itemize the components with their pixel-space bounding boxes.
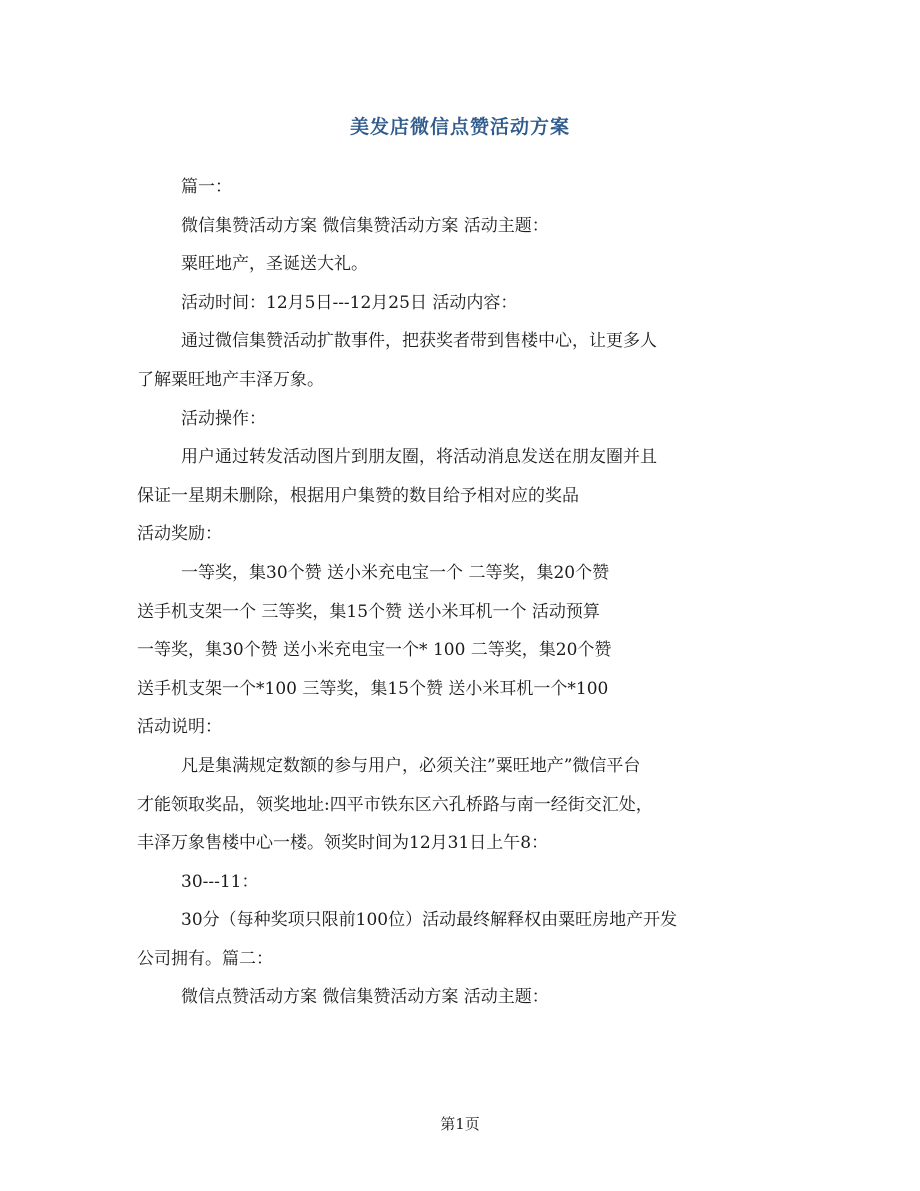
body-line: 微信集赞活动方案 微信集赞活动方案 活动主题： — [181, 215, 549, 236]
body-line: 用户通过转发活动图片到朋友圈，将活动消息发送在朋友圈并且 — [181, 447, 657, 468]
body-line: 篇一： — [181, 177, 232, 197]
body-line: 丰泽万象售楼中心一楼。领奖时间为12月31日上午8： — [137, 833, 549, 854]
document-body — [137, 168, 787, 1017]
body-line: 公司拥有。篇二： — [137, 948, 273, 969]
body-line: 活动操作： — [181, 408, 266, 429]
body-line: 活动时间：12月5日---12月25日 活动内容： — [181, 292, 518, 313]
body-line: 一等奖，集30个赞 送小米充电宝一个 二等奖，集20个赞 — [181, 562, 610, 583]
body-line: 粟旺地产，圣诞送大礼。 — [181, 254, 368, 275]
body-line: 送手机支架一个*100 三等奖，集15个赞 送小米耳机一个*100 — [137, 678, 609, 699]
body-line: 送手机支架一个 三等奖，集15个赞 送小米耳机一个 活动预算 — [137, 601, 600, 622]
page-number: 第1页 — [440, 1115, 480, 1133]
body-line: 微信点赞活动方案 微信集赞活动方案 活动主题： — [181, 987, 549, 1008]
body-line: 30分（每种奖项只限前100位）活动最终解释权由粟旺房地产开发 — [181, 910, 678, 931]
body-line: 了解粟旺地产丰泽万象。 — [137, 369, 324, 390]
body-line: 凡是集满规定数额的参与用户，必须关注”粟旺地产”微信平台 — [181, 755, 641, 776]
body-line: 活动奖励： — [137, 524, 222, 545]
body-line: 活动说明： — [137, 717, 222, 738]
body-line: 30---11： — [181, 871, 259, 892]
body-line: 通过微信集赞活动扩散事件，把获奖者带到售楼中心，让更多人 — [181, 331, 657, 352]
body-line: 一等奖，集30个赞 送小米充电宝一个* 100 二等奖，集20个赞 — [137, 640, 612, 661]
document-title: 美发店微信点赞活动方案 — [349, 116, 570, 138]
body-line: 保证一星期未删除，根据用户集赞的数目给予相对应的奖品 — [137, 485, 579, 506]
body-line: 才能领取奖品，领奖地址:四平市铁东区六孔桥路与南一经街交汇处， — [137, 794, 653, 815]
